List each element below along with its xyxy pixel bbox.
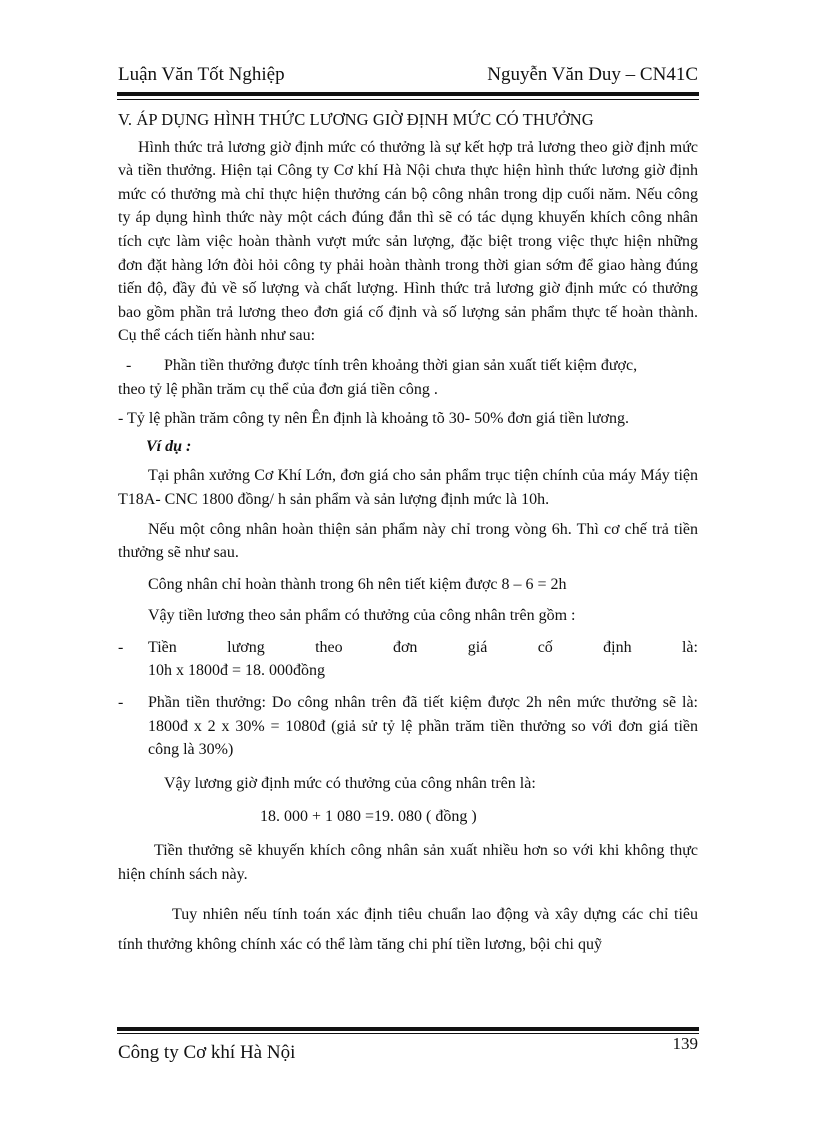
footer-rule-thin <box>117 1033 699 1034</box>
calc-line-3: Vậy lương giờ định mức có thưởng của công nhân trên là: <box>164 774 536 792</box>
item-amount: 10h x 1800đ = 18. 000đồng <box>148 662 326 680</box>
bullet-text: Phần tiền thưởng được tính trên khoảng thời gian sản xuất tiết kiệm được, <box>164 356 638 374</box>
document-body <box>118 108 698 960</box>
item-word: giá <box>467 638 488 656</box>
page-number: 139 <box>672 1034 698 1053</box>
item-word: theo <box>315 638 343 656</box>
list-item <box>118 691 698 762</box>
item-dash: - <box>118 694 124 712</box>
final-paragraph: Tuy nhiên nếu tính toán xác định tiêu chuẩn lao động và xây dựng các chỉ tiêu tính thưởng không chính xác có thể làm tăng chi phí tiền lương, bội chi quỹ <box>118 906 698 954</box>
header-rule-thin <box>117 99 699 100</box>
item-word: định <box>603 638 632 656</box>
header-author: Nguyễn Văn Duy – CN41C <box>487 64 698 85</box>
bonus-bullet <box>118 354 698 378</box>
bullet-dash: - <box>126 356 132 374</box>
item-word: Tiền <box>148 638 177 656</box>
calc-line-1: Công nhân chỉ hoàn thành trong 6h nên tiết kiệm được 8 – 6 = 2h <box>148 575 567 593</box>
conclusion-paragraph: Tiền thưởng sẽ khuyến khích công nhân sản xuất nhiều hơn so với khi không thực hiện chính sách này. <box>118 842 698 883</box>
item-word: cố <box>537 638 553 656</box>
section-heading: V. ÁP DỤNG HÌNH THỨC LƯƠNG GIỜ ĐỊNH MỨC CÓ THƯỞNG <box>118 110 594 129</box>
example-label: Ví dụ : <box>146 437 192 455</box>
ratio-line: - Tỷ lệ phần trăm công ty nên Ên định là khoảng tõ 30- 50% đơn giá tiền lương. <box>118 410 629 428</box>
example-paragraph-1: Tại phân xưởng Cơ Khí Lớn, đơn giá cho sản phẩm trục tiện chính của máy Máy tiện T18A- CNC 1800 đồng/ h sản phẩm và sản lượng định mức là 10h. <box>118 467 698 508</box>
item-spaced-line <box>148 636 698 660</box>
footer-rule-thick <box>117 1027 699 1031</box>
bullet-tail: theo tỷ lệ phần trăm cụ thể của đơn giá tiền công . <box>118 380 438 398</box>
item-dash: - <box>118 638 124 656</box>
intro-paragraph: Hình thức trả lương giờ định mức có thưởng là sự kết hợp trả lương theo giờ định mức và tiền thưởng. Hiện tại Công ty Cơ khí Hà Nội chưa thực hiện hình thức lương giờ định mức có thưởng mà chỉ thực hiện thưởng cán bộ công nhân trong dịp cuối năm. Nếu công ty áp dụng hình thức này một cách đúng đắn thì sẽ có tác dụng khuyến khích công nhân tích cực làm việc hoàn thành vượt mức sản lượng, đặc biệt trong việc thực hiện những đơn đặt hàng lớn đòi hỏi công ty phải hoàn thành trong thời gian sớm để giao hàng đúng tiến độ, đầy đủ về số lượng và chất lượng. Hình thức trả lương giờ định mức có thưởng bao gồm phần trả lương theo đơn giá cố định và số lượng sản phẩm thực tế hoàn thành. Cụ thể cách tiến hành như sau: <box>118 138 698 345</box>
header-title: Luận Văn Tốt Nghiệp <box>118 64 285 85</box>
calc-line-2: Vậy tiền lương theo sản phẩm có thưởng của công nhân trên gồm : <box>148 607 576 625</box>
item-word: lương <box>227 638 265 656</box>
example-paragraph-2: Nếu một công nhân hoàn thiện sản phẩm này chỉ trong vòng 6h. Thì cơ chế trả tiền thưởng sẽ như sau. <box>118 520 698 562</box>
item-text: Phần tiền thưởng: Do công nhân trên đã tiết kiệm được 2h nên mức thưởng sẽ là: 1800đ x 2 x 30% = 1080đ (giả sử tỷ lệ phần trăm tiền thưởng so với đơn giá tiền công là 30%) <box>148 694 698 759</box>
formula: 18. 000 + 1 080 =19. 080 ( đồng ) <box>260 808 477 826</box>
item-word: là: <box>681 638 698 656</box>
header-rule-thick <box>117 92 699 96</box>
footer-company: Công ty Cơ khí Hà Nội <box>118 1042 296 1063</box>
list-item <box>118 636 698 683</box>
item-word: đơn <box>392 638 418 656</box>
